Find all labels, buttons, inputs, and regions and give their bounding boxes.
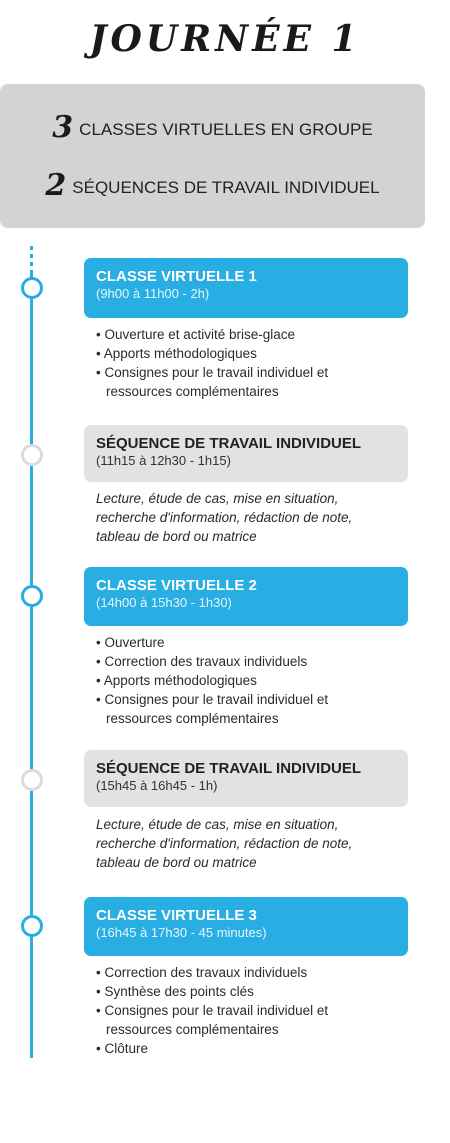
list-item: • Consignes pour le travail individuel et ressources complémentaires [96,1001,396,1039]
session-title: CLASSE VIRTUELLE 3 [96,907,257,924]
session-card-classe-virtuelle-3 [84,897,408,956]
summary-text: CLASSES VIRTUELLES EN GROUPE [79,120,373,139]
list-item: • Apports méthodologiques [96,671,396,690]
session-note: Lecture, étude de cas, mise en situation, recherche d'information, rédaction de note, tableau de bord ou matrice [96,491,353,544]
timeline-node-active [21,585,43,607]
timeline-line [30,272,33,1058]
list-item: • Synthèse des points clés [96,982,396,1001]
list-item: • Correction des travaux individuels [96,652,396,671]
session-title: CLASSE VIRTUELLE 1 [96,268,257,285]
session-time: (11h15 à 12h30 - 1h15) [96,453,231,468]
session-card-travail-individuel-1 [84,425,408,482]
summary-box [0,84,425,228]
timeline-node-active [21,277,43,299]
session-time: (9h00 à 11h00 - 2h) [96,286,210,301]
session-time: (15h45 à 16h45 - 1h) [96,778,218,793]
summary-line-virtual-classes [0,110,425,145]
session-title: SÉQUENCE DE TRAVAIL INDIVIDUEL [96,760,362,777]
list-item: • Consignes pour le travail individuel et ressources complémentaires [96,690,396,728]
list-item: • Ouverture [96,633,396,652]
session-card-classe-virtuelle-1 [84,258,408,318]
session-title: SÉQUENCE DE TRAVAIL INDIVIDUEL [96,435,362,452]
summary-number: 2 [45,168,67,203]
list-item: • Clôture [96,1039,396,1058]
session-items-list [96,633,396,728]
list-item: • Ouverture et activité brise-glace [96,325,396,344]
list-item: • Correction des travaux individuels [96,963,396,982]
summary-number: 3 [52,110,74,145]
list-item: • Consignes pour le travail individuel et ressources complémentaires [96,363,396,401]
session-card-travail-individuel-2 [84,750,408,807]
session-items-list [96,963,396,1058]
timeline-node-inactive [21,769,43,791]
session-items-list [96,325,396,401]
session-note: Lecture, étude de cas, mise en situation, recherche d'information, rédaction de note, tableau de bord ou matrice [96,817,353,870]
session-time: (16h45 à 17h30 - 45 minutes) [96,925,267,940]
timeline-node-active [21,915,43,937]
summary-line-individual-work [0,168,425,203]
list-item: • Apports méthodologiques [96,344,396,363]
timeline-node-inactive [21,444,43,466]
session-card-classe-virtuelle-2 [84,567,408,626]
timeline-dotted-start [30,246,33,272]
summary-text: SÉQUENCES DE TRAVAIL INDIVIDUEL [72,178,380,197]
session-time: (14h00 à 15h30 - 1h30) [96,595,232,610]
session-title: CLASSE VIRTUELLE 2 [96,577,257,594]
page-title: JOURNÉE 1 [89,18,361,60]
